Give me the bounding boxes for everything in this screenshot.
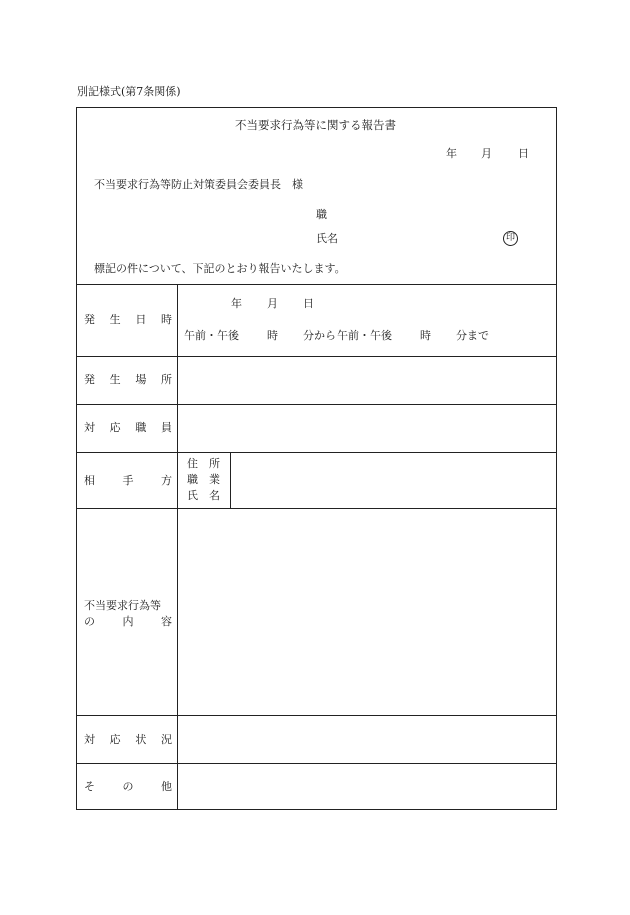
label-counterpart: 相 手 方 bbox=[84, 474, 172, 487]
occurrence-place-field[interactable] bbox=[178, 357, 556, 403]
datetime-min-from: 分から bbox=[303, 329, 336, 342]
report-form bbox=[76, 107, 557, 810]
counterpart-field[interactable] bbox=[231, 453, 556, 507]
addressee: 不当要求行為等防止対策委員会委員長 様 bbox=[94, 178, 303, 191]
rule-header-bottom bbox=[77, 284, 556, 285]
header-date-day: 日 bbox=[518, 147, 529, 160]
datetime-year: 年 bbox=[231, 297, 242, 310]
label-content-line1: 不当要求行為等 bbox=[84, 599, 161, 612]
seal-mark: 印 bbox=[503, 231, 518, 246]
reporter-title-label: 職 bbox=[316, 208, 327, 221]
datetime-ampm-from: 午前・午後 bbox=[184, 329, 239, 342]
label-content-line2: の 内 容 bbox=[84, 615, 172, 628]
form-caption: 別記様式(第7条関係) bbox=[77, 85, 181, 98]
counterpart-name-label: 氏 名 bbox=[187, 489, 220, 502]
datetime-hour-to: 時 bbox=[420, 329, 431, 342]
datetime-day: 日 bbox=[303, 297, 314, 310]
counterpart-occupation-label: 職 業 bbox=[187, 473, 220, 486]
header-date-year: 年 bbox=[446, 147, 457, 160]
datetime-min-to: 分まで bbox=[456, 329, 489, 342]
reporter-name-label: 氏名 bbox=[316, 232, 338, 245]
datetime-month: 月 bbox=[267, 297, 278, 310]
datetime-hour-from: 時 bbox=[267, 329, 278, 342]
counterpart-address-label: 住 所 bbox=[187, 457, 220, 470]
form-title: 不当要求行為等に関する報告書 bbox=[235, 118, 396, 132]
label-staff: 対 応 職 員 bbox=[84, 421, 172, 434]
status-field[interactable] bbox=[178, 716, 556, 762]
staff-field[interactable] bbox=[178, 405, 556, 451]
label-occurrence-place: 発 生 場 所 bbox=[84, 373, 172, 386]
label-occurrence-datetime: 発 生 日 時 bbox=[84, 313, 172, 326]
content-field[interactable] bbox=[178, 509, 556, 714]
label-other: そ の 他 bbox=[84, 780, 172, 793]
header-date-month: 月 bbox=[481, 147, 492, 160]
datetime-ampm-to: 午前・午後 bbox=[337, 329, 392, 342]
intro-text: 標記の件について、下記のとおり報告いたします。 bbox=[94, 262, 346, 275]
label-status: 対 応 状 況 bbox=[84, 733, 172, 746]
other-field[interactable] bbox=[178, 764, 556, 810]
